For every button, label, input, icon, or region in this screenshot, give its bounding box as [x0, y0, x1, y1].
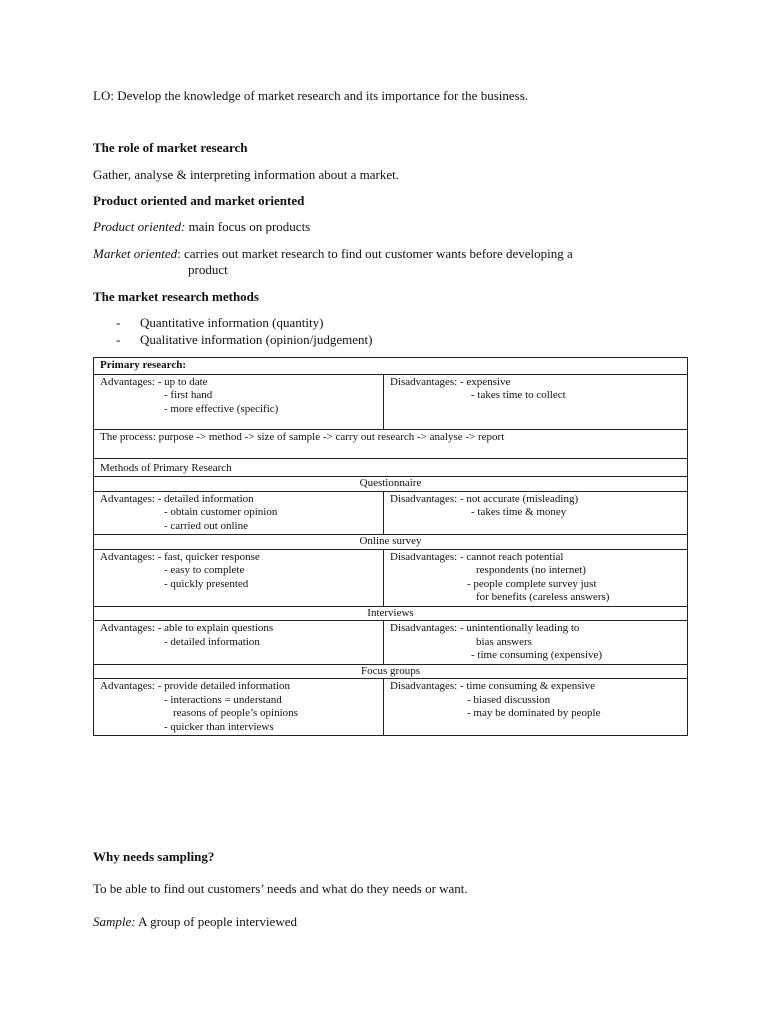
focus-groups-header: Focus groups — [94, 664, 688, 679]
interviews-advantages-cell — [94, 621, 384, 665]
methods-title-cell: Methods of Primary Research — [94, 458, 688, 477]
market-oriented-def: : carries out market research to find out customer wants before developing a — [177, 246, 573, 261]
bullet-qualitative: Qualitative information (opinion/judgement) — [140, 332, 373, 347]
bullet-dash: - — [116, 332, 121, 347]
list-item: - easy to complete — [164, 564, 245, 576]
primary-advantages-cell — [94, 374, 384, 429]
online-survey-header: Online survey — [94, 535, 688, 550]
table-row — [94, 679, 688, 736]
product-oriented-term: Product oriented: — [93, 219, 186, 234]
list-item: reasons of people’s opinions — [173, 707, 298, 719]
list-item: - obtain customer opinion — [164, 506, 278, 518]
list-item: Advantages: - able to explain questions — [100, 622, 274, 634]
list-item: - more effective (specific) — [164, 402, 279, 415]
primary-disadvantages-cell — [384, 374, 688, 429]
bullet-quantitative: Quantitative information (quantity) — [140, 315, 324, 330]
questionnaire-header: Questionnaire — [94, 477, 688, 492]
table-row — [94, 491, 688, 535]
table-row — [94, 429, 688, 458]
list-item: - carried out online — [164, 519, 248, 532]
process-cell: The process: purpose -> method -> size of sample -> carry out research -> analyse -> report — [94, 429, 688, 458]
sample-term: Sample: — [93, 914, 136, 929]
heading-orientation: Product oriented and market oriented — [93, 193, 305, 208]
online-survey-disadvantages-cell — [384, 549, 688, 606]
list-item: Disadvantages: - time consuming & expensive — [390, 680, 595, 692]
list-item: Advantages: - provide detailed information — [100, 680, 290, 692]
list-item: - biased discussion — [467, 693, 551, 706]
list-item: respondents (no internet) — [476, 564, 586, 576]
primary-research-title: Primary research: — [94, 358, 688, 375]
list-item: Disadvantages: - not accurate (misleading) — [390, 492, 579, 505]
list-item: - quicker than interviews — [164, 720, 274, 733]
table-row — [94, 358, 688, 375]
table-row — [94, 664, 688, 679]
table-row — [94, 535, 688, 550]
market-oriented-def-cont: product — [188, 262, 228, 277]
focus-groups-disadvantages-cell — [384, 679, 688, 736]
product-oriented-def: main focus on products — [185, 219, 311, 234]
list-item: - interactions = understand — [164, 693, 282, 706]
product-oriented-line — [93, 219, 310, 235]
table-row — [94, 374, 688, 429]
list-item: Disadvantages: - expensive — [390, 375, 511, 388]
list-item: bias answers — [476, 635, 532, 648]
interviews-disadvantages-cell — [384, 621, 688, 665]
heading-role: The role of market research — [93, 140, 248, 155]
heading-methods: The market research methods — [93, 289, 259, 304]
sampling-text: To be able to find out customers’ needs and what do they needs or want. — [93, 881, 468, 896]
online-survey-advantages-cell — [94, 549, 384, 606]
table-row — [94, 606, 688, 621]
focus-groups-advantages-cell — [94, 679, 384, 736]
list-item: Advantages: - up to date — [100, 375, 208, 388]
table-row — [94, 549, 688, 606]
learning-objective: LO: Develop the knowledge of market research and its importance for the business. — [93, 88, 528, 103]
interviews-header: Interviews — [94, 606, 688, 621]
sample-line — [93, 914, 297, 930]
list-item: Advantages: - fast, quicker response — [100, 550, 260, 563]
list-item: - takes time & money — [471, 506, 567, 518]
role-text: Gather, analyse & interpreting information about a market. — [93, 167, 399, 182]
table-row — [94, 458, 688, 477]
table-row — [94, 621, 688, 665]
list-item: - people complete survey just — [467, 577, 597, 590]
market-oriented-line — [93, 246, 573, 262]
primary-research-table — [93, 357, 688, 736]
list-item: Disadvantages: - cannot reach potential — [390, 550, 564, 563]
list-item: - detailed information — [164, 635, 260, 648]
table-row — [94, 477, 688, 492]
market-oriented-term: Market oriented — [93, 246, 178, 261]
questionnaire-advantages-cell — [94, 491, 384, 535]
bullet-dash: - — [116, 315, 121, 330]
list-item: - first hand — [164, 389, 213, 401]
sample-def: A group of people interviewed — [135, 914, 297, 929]
list-item: for benefits (careless answers) — [476, 591, 610, 603]
list-item: - time consuming (expensive) — [471, 649, 603, 661]
list-item: - takes time to collect — [471, 389, 566, 401]
list-item: Advantages: - detailed information — [100, 492, 254, 505]
list-item: Disadvantages: - unintentionally leading to — [390, 622, 580, 634]
list-item: - quickly presented — [164, 577, 249, 590]
questionnaire-disadvantages-cell — [384, 491, 688, 535]
heading-sampling: Why needs sampling? — [93, 849, 215, 864]
list-item: - may be dominated by people — [467, 707, 601, 719]
